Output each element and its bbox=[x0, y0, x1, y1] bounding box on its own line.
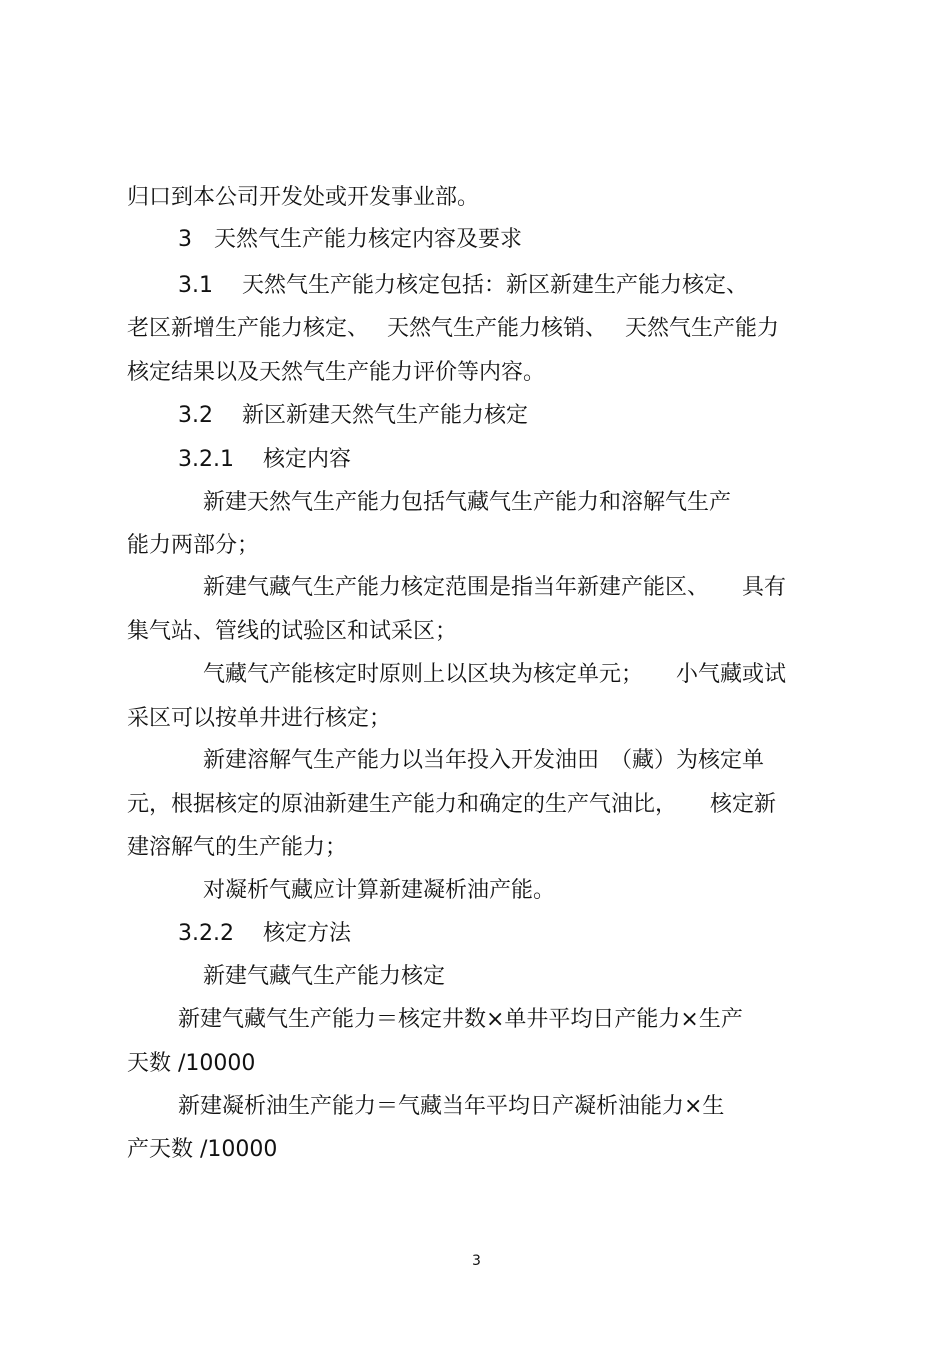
text-line: 老区新增生产能力核定、 天然气生产能力核销、 天然气生产能力 bbox=[127, 316, 779, 341]
text-line: 核定结果以及天然气生产能力评价等内容。 bbox=[127, 360, 546, 385]
formula-line: 天数 /10000 bbox=[127, 1051, 256, 1076]
text-line: 3.1 天然气生产能力核定包括：新区新建生产能力核定、 bbox=[178, 273, 748, 298]
section-heading: 3 天然气生产能力核定内容及要求 bbox=[178, 227, 522, 252]
text-line: 集气站、管线的试验区和试采区； bbox=[127, 619, 458, 644]
text-line: 归口到本公司开发处或开发事业部。 bbox=[127, 185, 480, 210]
text-line: 新建气藏气生产能力核定范围是指当年新建产能区、 具有 bbox=[203, 575, 787, 600]
subsection-heading: 3.2.1 核定内容 bbox=[178, 447, 351, 472]
text-line: 能力两部分； bbox=[127, 533, 260, 558]
text-line: 建溶解气的生产能力； bbox=[127, 835, 348, 860]
page-number: 3 bbox=[472, 1253, 481, 1269]
text-line: 气藏气产能核定时原则上以区块为核定单元； 小气藏或试 bbox=[203, 662, 787, 687]
subsection-heading: 3.2.2 核定方法 bbox=[178, 921, 351, 946]
text-line: 新建溶解气生产能力以当年投入开发油田 （藏）为核定单 bbox=[203, 748, 765, 773]
formula-line: 产天数 /10000 bbox=[127, 1137, 278, 1162]
text-line: 采区可以按单井进行核定； bbox=[127, 706, 392, 731]
formula-line: 新建凝析油生产能力＝气藏当年平均日产凝析油能力×生 bbox=[178, 1094, 725, 1119]
formula-line: 新建气藏气生产能力＝核定井数×单井平均日产能力×生产 bbox=[178, 1007, 743, 1032]
text-line: 对凝析气藏应计算新建凝析油产能。 bbox=[203, 878, 556, 903]
text-line: 新建气藏气生产能力核定 bbox=[203, 964, 446, 989]
text-line: 元，根据核定的原油新建生产能力和确定的生产气油比， 核定新 bbox=[127, 792, 777, 817]
text-line: 新建天然气生产能力包括气藏气生产能力和溶解气生产 bbox=[203, 490, 732, 515]
section-heading: 3.2 新区新建天然气生产能力核定 bbox=[178, 403, 528, 428]
